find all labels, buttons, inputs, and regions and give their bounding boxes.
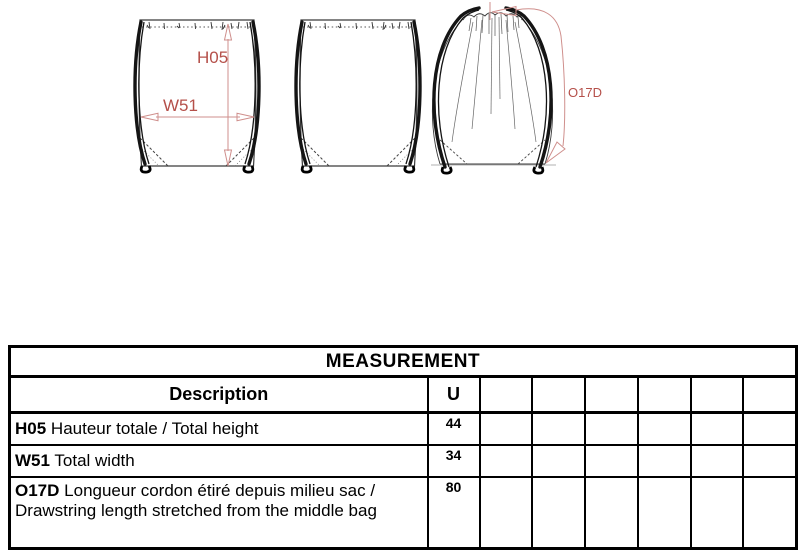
o17d-dimension-label: O17D [568,85,602,100]
value-cell-empty [743,477,796,549]
measure-value: 80 [428,477,480,549]
col-header-empty [691,377,744,413]
w51-dimension-label: W51 [163,96,198,115]
table-row-h05 [10,413,797,445]
value-cell-empty [743,413,796,445]
col-header-empty [743,377,796,413]
table-header-row [10,377,797,413]
measure-code: W51 [15,450,50,470]
measure-description [10,477,428,549]
h05-dimension-label: H05 [197,48,229,67]
measure-label: Longueur cordon étiré depuis milieu sac / Drawstring length stretched from the middle bag [15,480,377,520]
col-header-empty [480,377,533,413]
measure-label: Total width [54,450,135,470]
measure-code: O17D [15,480,60,500]
value-cell-empty [532,477,585,549]
value-cell-empty [532,413,585,445]
value-cell-empty [585,477,638,549]
value-cell-empty [743,445,796,477]
value-cell-empty [480,413,533,445]
value-cell-empty [691,445,744,477]
value-cell-empty [638,413,691,445]
measure-value: 34 [428,445,480,477]
technical-drawings [0,0,800,230]
value-cell-empty [585,445,638,477]
col-header-empty [638,377,691,413]
value-cell-empty [691,413,744,445]
bag-gathered-view [431,8,556,173]
value-cell-empty [638,477,691,549]
col-header-unit: U [428,377,480,413]
col-header-empty [532,377,585,413]
measure-code: H05 [15,418,47,438]
value-cell-empty [480,445,533,477]
value-cell-empty [638,445,691,477]
bag-back-view [296,20,420,172]
value-cell-empty [532,445,585,477]
value-cell-empty [691,477,744,549]
table-title-row [10,347,797,377]
measurement-table [8,345,798,550]
measure-description [10,445,428,477]
col-header-description: Description [10,377,428,413]
measure-label: Hauteur totale / Total height [50,418,259,438]
measure-description [10,413,428,445]
table-row-o17d [10,477,797,549]
col-header-empty [585,377,638,413]
measure-value: 44 [428,413,480,445]
table-title: MEASUREMENT [10,347,797,377]
value-cell-empty [480,477,533,549]
value-cell-empty [585,413,638,445]
table-row-w51 [10,445,797,477]
